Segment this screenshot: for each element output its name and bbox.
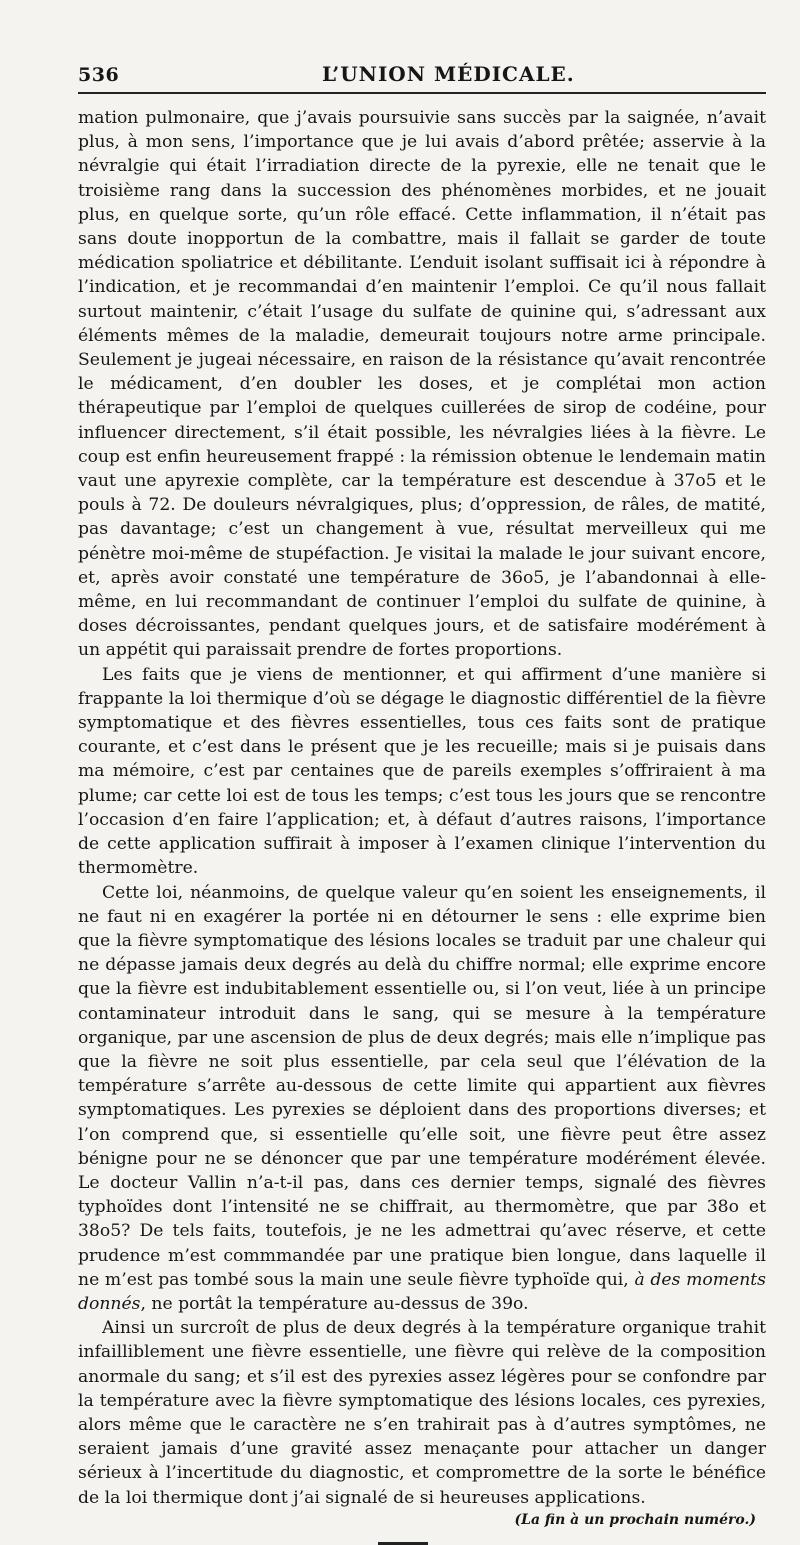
page-header	[78, 0, 766, 92]
paragraph-3-emphasis: à des moments donnés	[78, 1269, 766, 1314]
paragraph-1-text: mation pulmonaire, que j’avais poursuivie sans succès par la saignée, n’avait plus, à mon sens, l’importance que je lui avais d’abord prêtée; asservie à la névralgie qui était l’irradiation directe de la pyrexie, elle ne tenait que le troisième rang dans la succession des phénomènes morbides, et ne jouait plus, en quelque sorte, qu’un rôle effacé. Cette inflammation, il n’était pas sans doute inopportun de la combattre, mais il fallait se garder de toute médication spoliatrice et débilitante. L’enduit isolant suffisait ici à répondre à l’indication, et je recommandai d’en maintenir l’emploi. Ce qu’il nous fallait surtout maintenir, c’était l’usage du sulfate de quinine qui, s’adressant aux éléments mêmes de la maladie, demeurait toujours notre arme principale. Seulement je jugeai nécessaire, en raison de la résistance qu’avait rencontrée le médicament, d’en doubler les doses, et je complétai mon action thérapeutique par l’emploi de quelques cuillerées de sirop de codéine, pour influencer directement, s’il était possible, les névralgies liées à la fièvre. Le coup est enfin heureusement frappé : la rémission obtenue le lendemain matin vaut une apyrexie complète, car la température est descendue à 37o5 et le pouls à 72. De douleurs névralgiques, plus; d’oppression, de râles, de matité, pas davantage; c’est un changement à vue, résultat merveilleux qui me pénètre moi-même de stupéfaction. Je visitai la malade le jour suivant encore, et, après avoir constaté une température de 36o5, je l’abandonnai à elle-même, en lui recommandant de continuer l’emploi du sulfate de quinine, à doses décroissantes, pendant quelques jours, et de satisfaire modérément à un appétit qui paraissait prendre de fortes proportions.	[78, 108, 766, 661]
paragraph-3	[78, 881, 766, 1317]
running-title: L’UNION MÉDICALE.	[322, 62, 575, 86]
page-number: 536	[78, 64, 120, 86]
paragraph-1	[78, 106, 766, 663]
footer-rule	[378, 1542, 428, 1545]
paragraph-2	[78, 663, 766, 881]
paragraph-4-text: Ainsi un surcroît de plus de deux degrés à la température organique trahit infailliblement une fièvre essentielle, une fièvre qui relève de la composition anormale du sang; et s’il est des pyrexies assez légères pour se confondre par la température avec la fièvre symptomatique des lésions locales, ces pyrexies, alors même que le caractère ne s’en trahirait pas à d’autres symptômes, ne seraient jamais d’une gravité assez menaçante pour attacher un danger sérieux à l’incertitude du diagnostic, et compromettre de la sorte le bénéfice de la loi thermique dont j’ai signalé de si heureuses applications.	[78, 1318, 766, 1508]
continuation-note: (La fin à un prochain numéro.)	[514, 1511, 756, 1528]
article-body	[78, 106, 766, 1510]
paragraph-2-text: Les faits que je viens de mentionner, et qui affirment d’une manière si frappante la loi thermique d’où se dégage le diagnostic différentiel de la fièvre symptomatique et des fièvres essentielles, tous ces faits sont de pratique courante, et c’est dans le présent que je les recueille; mais si je puisais dans ma mémoire, c’est par centaines que de pareils exemples s’offriraient à ma plume; car cette loi est de tous les temps; c’est tous les jours que se rencontre l’occasion d’en faire l’application; et, à défaut d’autres raisons, l’importance de cette application suffirait à imposer à l’examen clinique l’intervention du thermomètre.	[78, 664, 766, 879]
paragraph-3-text-b: , ne portât la température au-dessus de 39o.	[140, 1293, 529, 1314]
header-rule	[78, 92, 766, 94]
paragraph-3-text-a: Cette loi, néanmoins, de quelque valeur qu’en soient les enseignements, il ne faut ni en exagérer la portée ni en détourner le sens : elle exprime bien que la fièvre symptomatique des lésions locales se traduit par une chaleur qui ne dépasse jamais deux degrés au delà du chiffre normal; elle exprime encore que la fièvre est indubitablement essentielle ou, si l’on veut, liée à un principe contaminateur introduit dans le sang, qui se mesure à la température organique, par une ascension de plus de deux degrés; mais elle n’implique pas que la fièvre ne soit plus essentielle, par cela seul que l’élévation de la température s’arrête au-dessous de cette limite qui appartient aux fièvres symptomatiques. Les pyrexies se déploient dans des proportions diverses; et l’on comprend que, si essentielle qu’elle soit, une fièvre peut être assez bénigne pour ne se dénoncer que par une température modérément élevée. Le docteur Vallin n’a-t-il pas, dans ces dernier temps, signalé des fièvres typhoïdes dont l’intensité ne se chiffrait, au thermomètre, que par 38o et 38o5? De tels faits, toutefois, je ne les admettrai qu’avec réserve, et cette prudence m’est commmandée par une pratique bien longue, dans laquelle il ne m’est pas tombé sous la main une seule fièvre typhoïde qui,	[78, 882, 766, 1290]
paragraph-4	[78, 1316, 766, 1510]
